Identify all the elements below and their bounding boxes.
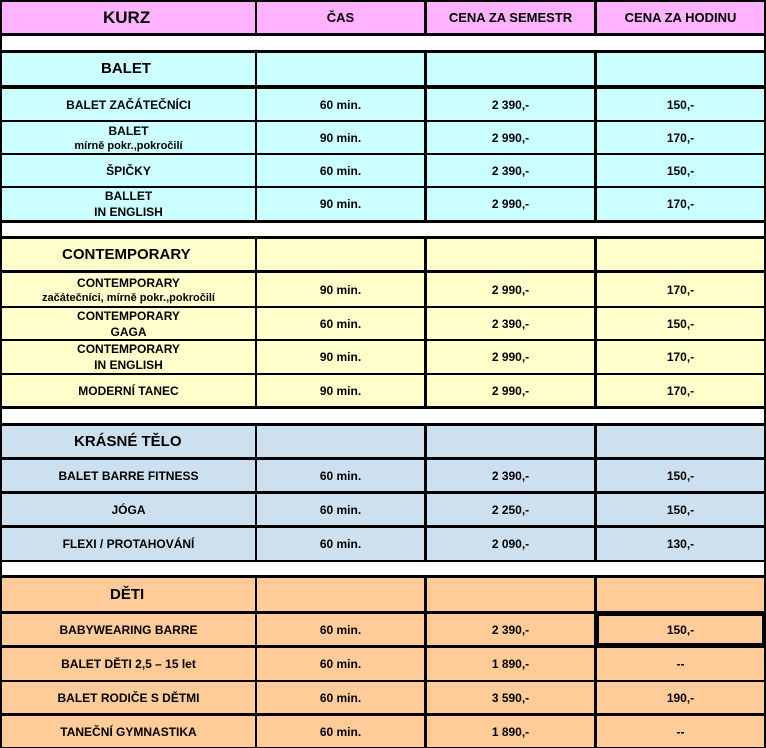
time-cell [257, 155, 424, 186]
semester-price: 2 390,- [491, 622, 530, 637]
section-title: DĚTI [110, 585, 145, 603]
semester-price-cell [427, 89, 594, 120]
hourly-price: 150,- [666, 502, 695, 517]
section-title-cell [597, 578, 764, 611]
section-title-cell [597, 426, 764, 457]
course-name: mírně pokr.,pokročilí [74, 139, 183, 152]
header-course-cell [2, 2, 255, 33]
course-name-cell [2, 528, 255, 560]
semester-price-cell [427, 528, 594, 560]
semester-price: 2 990,- [491, 383, 530, 398]
course-name-cell [2, 89, 255, 120]
semester-price-cell [427, 308, 594, 339]
semester-price: 2 990,- [491, 197, 530, 211]
course-time: 90 min. [319, 282, 362, 297]
course-name: MODERNÍ TANEC [78, 383, 179, 398]
semester-price: 2 990,- [491, 350, 530, 364]
hourly-price: -- [676, 724, 685, 739]
course-name: BALET ZAČÁTEČNÍCI [66, 97, 191, 112]
semester-price: 2 390,- [491, 163, 530, 178]
hourly-price-cell [597, 648, 764, 680]
section-title: BALET [101, 60, 151, 77]
semester-price-cell [427, 682, 594, 713]
hourly-price: 130,- [666, 537, 695, 551]
semester-price-cell [427, 122, 594, 153]
course-name: CONTEMPORARY [77, 275, 180, 290]
section-title-cell [2, 239, 255, 270]
hourly-price: 150,- [666, 622, 695, 637]
course-time: 90 min. [319, 383, 362, 398]
time-cell [257, 460, 424, 491]
hourly-price-cell [597, 614, 764, 645]
hourly-price-cell [597, 308, 764, 339]
course-name: BALET RODIČE S DĚTMI [57, 690, 200, 705]
time-cell [257, 716, 424, 747]
course-time: 60 min. [319, 537, 362, 551]
course-name: BALET BARRE FITNESS [58, 468, 199, 483]
course-name: začátečníci, mírně pokr.,pokročilí [41, 291, 215, 304]
course-name: JÓGA [111, 502, 146, 517]
semester-price: 2 250,- [491, 502, 530, 517]
course-name: BALET [108, 123, 149, 138]
time-cell [257, 494, 424, 525]
hourly-price-cell [597, 155, 764, 186]
time-cell [257, 614, 424, 645]
hourly-price: 150,- [666, 97, 695, 112]
semester-price-cell [427, 155, 594, 186]
hourly-price: 150,- [666, 163, 695, 178]
semester-price: 2 390,- [491, 97, 530, 112]
course-name: BALLET [104, 189, 153, 203]
hourly-price-cell [597, 273, 764, 306]
course-name: CONTEMPORARY [77, 308, 180, 323]
section-title-cell [257, 239, 424, 270]
section-title-cell [427, 426, 594, 457]
semester-price-cell [427, 273, 594, 306]
header-hourly-price: CENA ZA HODINU [624, 9, 737, 25]
course-time: 60 min. [319, 724, 362, 739]
hourly-price: 170,- [666, 350, 695, 364]
section-title-cell [257, 53, 424, 85]
course-name-cell [2, 682, 255, 713]
section-title: KRÁSNÉ TĚLO [74, 432, 182, 450]
header-semester-price-cell [427, 2, 594, 33]
course-name: CONTEMPORARY [77, 342, 180, 356]
section-title-cell [2, 53, 255, 85]
hourly-price: 170,- [666, 383, 695, 398]
course-name: TANEČNÍ GYMNASTIKA [60, 724, 197, 739]
course-name-cell [2, 122, 255, 153]
time-cell [257, 89, 424, 120]
hourly-price: 150,- [666, 316, 695, 331]
course-name-cell [2, 273, 255, 306]
semester-price: 2 990,- [491, 282, 530, 297]
course-name-cell [2, 188, 255, 220]
course-name: FLEXI / PROTAHOVÁNÍ [62, 537, 195, 551]
section-title-cell [2, 578, 255, 611]
header-semester-price: CENA ZA SEMESTR [448, 9, 573, 25]
course-time: 90 min. [319, 197, 362, 211]
course-time: 60 min. [319, 163, 362, 178]
course-name-cell [2, 494, 255, 525]
hourly-price-cell [597, 716, 764, 747]
hourly-price-cell [597, 494, 764, 525]
course-time: 60 min. [319, 316, 362, 331]
course-name-cell [2, 155, 255, 186]
hourly-price: 190,- [666, 690, 695, 705]
course-name-cell [2, 460, 255, 491]
course-name-cell [2, 308, 255, 339]
time-cell [257, 682, 424, 713]
time-cell [257, 375, 424, 406]
time-cell [257, 188, 424, 220]
time-cell [257, 341, 424, 373]
course-name-cell [2, 648, 255, 680]
semester-price-cell [427, 375, 594, 406]
course-name-cell [2, 614, 255, 645]
course-time: 60 min. [319, 690, 362, 705]
semester-price: 1 890,- [491, 657, 530, 671]
section-title-cell [427, 578, 594, 611]
hourly-price-cell [597, 341, 764, 373]
course-name: IN ENGLISH [94, 205, 163, 219]
time-cell [257, 308, 424, 339]
section-title-cell [257, 578, 424, 611]
hourly-price-cell [597, 188, 764, 220]
hourly-price-cell [597, 682, 764, 713]
time-cell [257, 122, 424, 153]
course-time: 60 min. [319, 657, 362, 671]
hourly-price-cell [597, 89, 764, 120]
hourly-price-cell [597, 375, 764, 406]
semester-price: 2 090,- [491, 537, 530, 551]
header-hourly-price-cell [597, 2, 764, 33]
section-title-cell [257, 426, 424, 457]
time-cell [257, 273, 424, 306]
semester-price-cell [427, 614, 594, 645]
semester-price: 2 990,- [491, 130, 530, 145]
spacer-row [2, 409, 764, 423]
section-title-cell [427, 239, 594, 270]
header-course: KURZ [103, 7, 151, 27]
hourly-price-cell [597, 528, 764, 560]
section-title-cell [2, 426, 255, 457]
section-title-cell [427, 53, 594, 85]
course-time: 60 min. [319, 622, 362, 637]
course-name: GAGA [110, 324, 147, 339]
spacer-row [2, 562, 764, 575]
course-name-cell [2, 375, 255, 406]
semester-price-cell [427, 716, 594, 747]
spacer-row [2, 223, 764, 236]
course-name: BABYWEARING BARRE [59, 622, 198, 637]
course-time: 90 min. [319, 130, 362, 145]
semester-price-cell [427, 341, 594, 373]
hourly-price-cell [597, 122, 764, 153]
course-time: 90 min. [319, 350, 362, 364]
hourly-price: 170,- [666, 197, 695, 211]
course-time: 60 min. [319, 502, 362, 517]
course-name-cell [2, 341, 255, 373]
course-name: ŠPIČKY [106, 163, 151, 178]
header-time: ČAS [326, 9, 355, 25]
semester-price: 2 390,- [491, 316, 530, 331]
section-title: CONTEMPORARY [62, 245, 191, 263]
hourly-price: 170,- [666, 282, 695, 297]
semester-price-cell [427, 648, 594, 680]
spacer-row [2, 36, 764, 50]
semester-price-cell [427, 188, 594, 220]
hourly-price-cell [597, 460, 764, 491]
course-time: 60 min. [319, 97, 362, 112]
course-time: 60 min. [319, 468, 362, 483]
time-cell [257, 648, 424, 680]
time-cell [257, 528, 424, 560]
semester-price: 2 390,- [491, 468, 530, 483]
course-name: IN ENGLISH [94, 358, 163, 372]
section-title-cell [597, 239, 764, 270]
header-time-cell [257, 2, 424, 33]
semester-price-cell [427, 460, 594, 491]
section-title-cell [597, 53, 764, 85]
hourly-price: 170,- [666, 130, 695, 145]
semester-price: 3 590,- [491, 690, 530, 705]
course-name-cell [2, 716, 255, 747]
semester-price: 1 890,- [491, 724, 530, 739]
course-name: BALET DĚTI 2,5 – 15 let [61, 657, 196, 671]
hourly-price: 150,- [666, 468, 695, 483]
hourly-price: -- [676, 657, 685, 671]
semester-price-cell [427, 494, 594, 525]
